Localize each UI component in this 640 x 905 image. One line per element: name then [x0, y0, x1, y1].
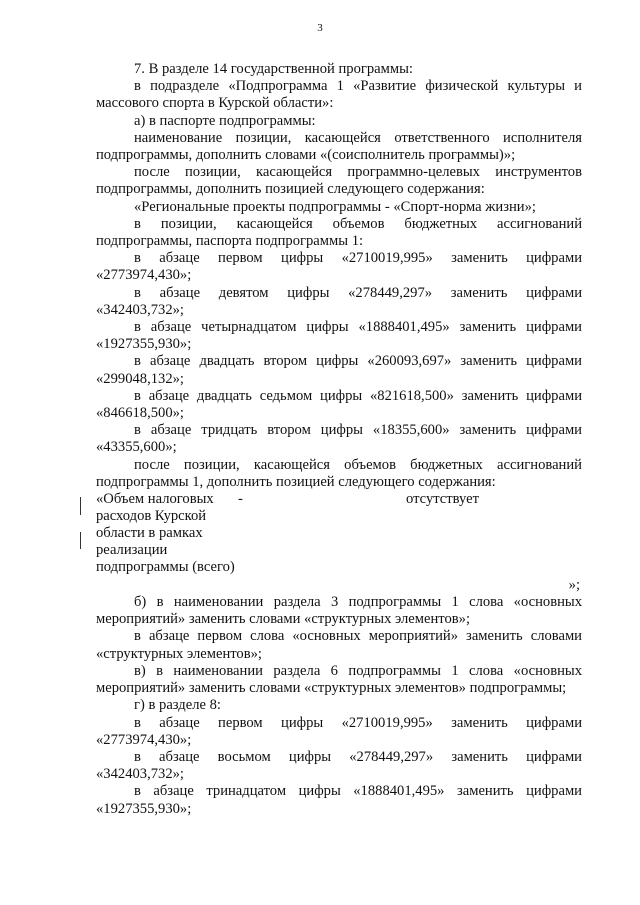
table-cell-position-name: «Объем налоговых расходов Курской области в рамках реализации подпрограммы (всего)	[96, 491, 235, 576]
paragraph: после позиции, касающейся объемов бюджетных ассигнований подпрограммы 1, дополнить позицией следующего содержания:	[96, 456, 582, 490]
paragraph: а) в паспорте подпрограммы:	[134, 112, 316, 129]
paragraph: в абзаце первом слова «основных мероприятий» заменить словами «структурных элементов»;	[96, 628, 582, 662]
paragraph: в) в наименовании раздела 6 подпрограммы 1 слова «основных мероприятий» заменить словами «структурных элементов» подпрограммы;	[96, 662, 582, 697]
paragraph: «Региональные проекты подпрограммы - «Спорт-норма жизни»;	[134, 198, 536, 215]
table-cell-dash: -	[238, 491, 243, 508]
paragraph: в позиции, касающейся объемов бюджетных ассигнований подпрограммы, паспорта подпрограммы 1:	[96, 215, 582, 250]
paragraph: в абзаце тринадцатом цифры «1888401,495» заменить цифрами «1927355,930»;	[96, 783, 582, 817]
paragraph: в абзаце девятом цифры «278449,297» заменить цифрами «342403,732»;	[96, 284, 582, 318]
paragraph: в абзаце первом цифры «2710019,995» заменить цифрами «2773974,430»;	[96, 250, 582, 284]
table-cell-value: отсутствует	[406, 491, 480, 508]
paragraph: наименование позиции, касающейся ответственного исполнителя подпрограммы, дополнить словами «(соисполнитель программы)»;	[96, 129, 582, 164]
paragraph: в подразделе «Подпрограмма 1 «Развитие физической культуры и массового спорта в Курской области»:	[96, 78, 582, 112]
paragraph: в абзаце первом цифры «2710019,995» заменить цифрами «2773974,430»;	[96, 714, 582, 748]
margin-change-bar	[80, 497, 81, 515]
inserted-table-row	[96, 491, 582, 594]
paragraph: в абзаце двадцать седьмом цифры «821618,500» заменить цифрами «846618,500»;	[96, 387, 582, 422]
paragraph: 7. В разделе 14 государственной программы:	[134, 61, 413, 77]
paragraph: б) в наименовании раздела 3 подпрограммы 1 слова «основных мероприятий» заменить словами «структурных элементов»;	[96, 594, 582, 628]
margin-change-bar	[80, 532, 81, 549]
paragraph: в абзаце восьмом цифры «278449,297» заменить цифрами «342403,732»;	[96, 748, 582, 783]
paragraph: в абзаце тридцать втором цифры «18355,600» заменить цифрами «43355,600»;	[96, 422, 582, 456]
paragraph: после позиции, касающейся программно-целевых инструментов подпрограммы, дополнить позицией следующего содержания:	[96, 164, 582, 198]
closing-quote: »;	[568, 577, 580, 594]
document-body	[96, 61, 582, 818]
paragraph: г) в разделе 8:	[134, 697, 221, 714]
paragraph: в абзаце четырнадцатом цифры «1888401,495» заменить цифрами «1927355,930»;	[96, 319, 582, 353]
paragraph: в абзаце двадцать втором цифры «260093,697» заменить цифрами «299048,132»;	[96, 353, 582, 387]
page-number: 3	[317, 22, 323, 34]
